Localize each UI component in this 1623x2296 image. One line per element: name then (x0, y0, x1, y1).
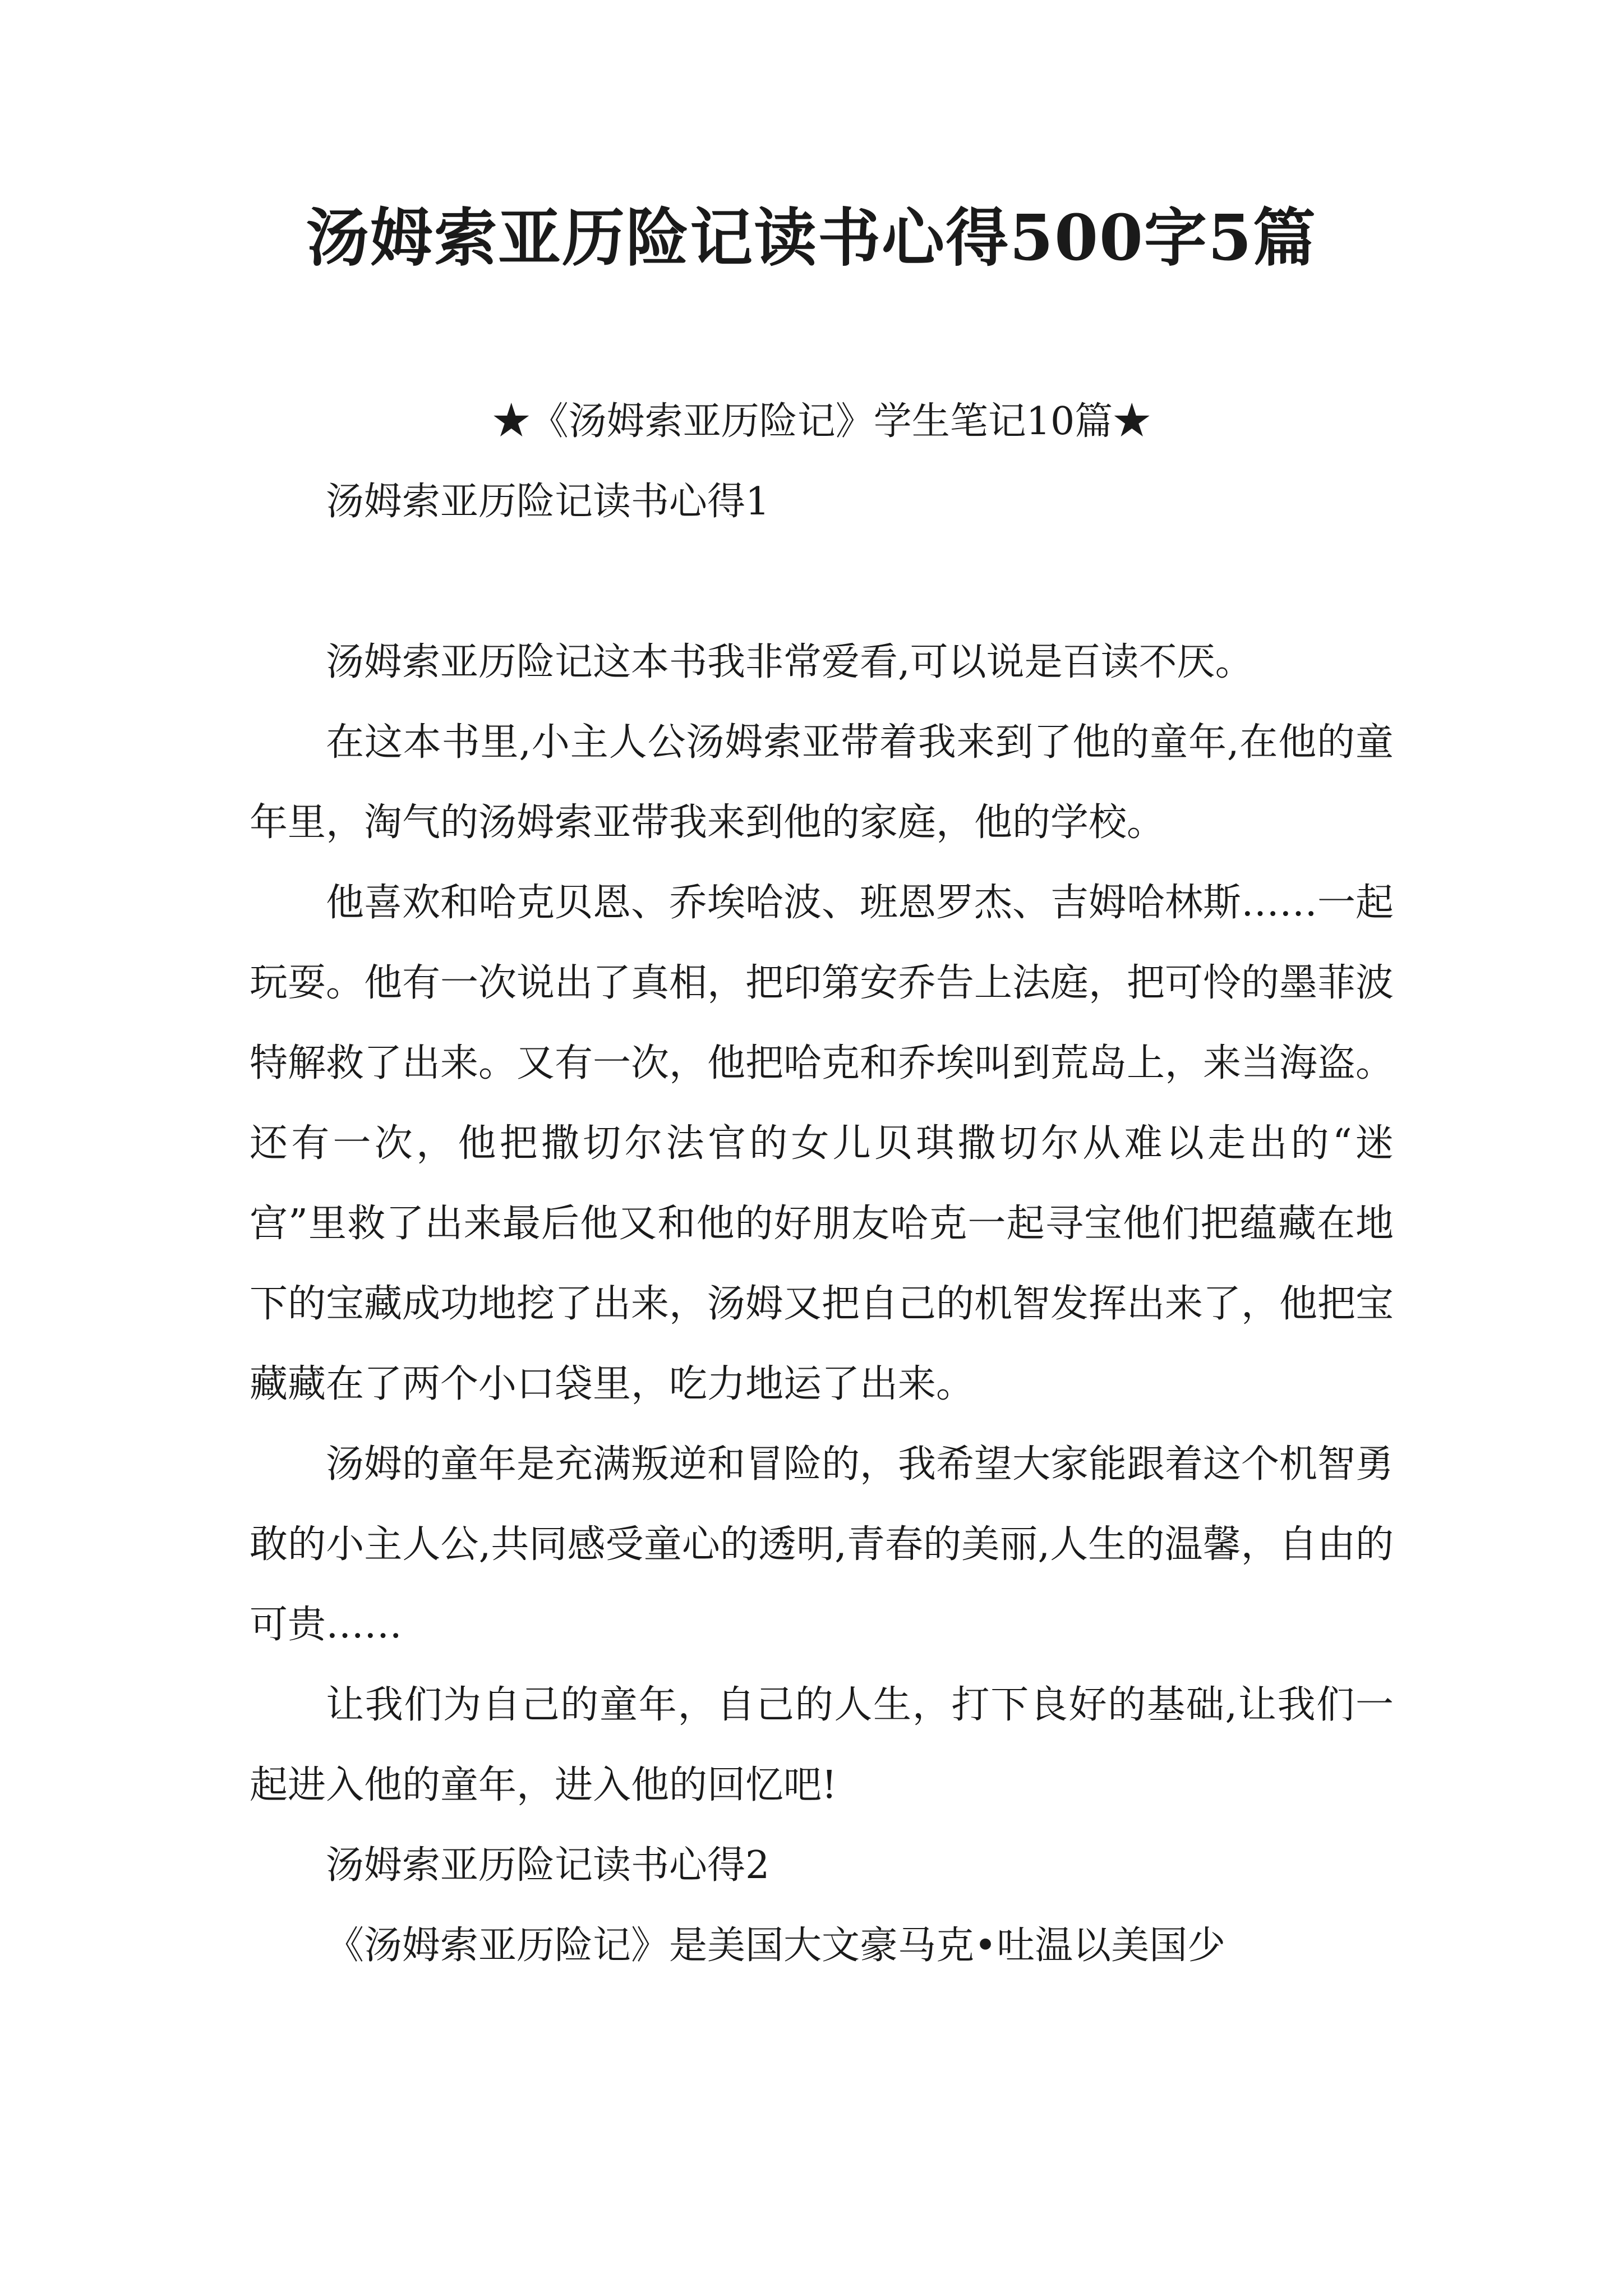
blank-line (250, 542, 1394, 622)
section-2-first-line: 《汤姆索亚历险记》是美国大文豪马克•吐温以美国少 (326, 1924, 1226, 1968)
document-title: 汤姆索亚历险记读书心得500字5篇 (306, 201, 1317, 275)
section-heading-2: 汤姆索亚历险记读书心得2 (326, 1843, 770, 1888)
paragraph-2: 在这本书里,小主人公汤姆索亚带着我来到了他的童年,在他的童年里，淘气的汤姆索亚带我来到他的家庭，他的学校。 (250, 720, 1394, 845)
paragraph-3: 他喜欢和哈克贝恩、乔埃哈波、班恩罗杰、吉姆哈林斯……一起玩耍。他有一次说出了真相，把印第安乔告上法庭，把可怜的墨菲波特解救了出来。又有一次，他把哈克和乔埃叫到荒岛上，来当海盗。还有一次，他把撒切尔法官的女儿贝琪撒切尔从难以走出的“迷宫”里救了出来最后他又和他的好朋友哈克一起寻宝他们把蕴藏在地下的宝藏成功地挖了出来，汤姆又把自己的机智发挥出来了，他把宝藏藏在了两个小口袋里，吃力地运了出来。 (250, 881, 1394, 1406)
document-body (250, 381, 1394, 1986)
recommend-link[interactable]: ★《汤姆索亚历险记》学生笔记10篇★ (492, 399, 1151, 444)
paragraph-5: 让我们为自己的童年，自己的人生，打下良好的基础,让我们一起进入他的童年，进入他的回忆吧! (250, 1683, 1394, 1807)
paragraph-1: 汤姆索亚历险记这本书我非常爱看,可以说是百读不厌。 (326, 640, 1253, 684)
paragraph-4: 汤姆的童年是充满叛逆和冒险的，我希望大家能跟着这个机智勇敢的小主人公,共同感受童心的透明,青春的美丽,人生的温馨，自由的可贵…… (250, 1442, 1394, 1647)
section-heading-1: 汤姆索亚历险记读书心得1 (326, 480, 770, 524)
